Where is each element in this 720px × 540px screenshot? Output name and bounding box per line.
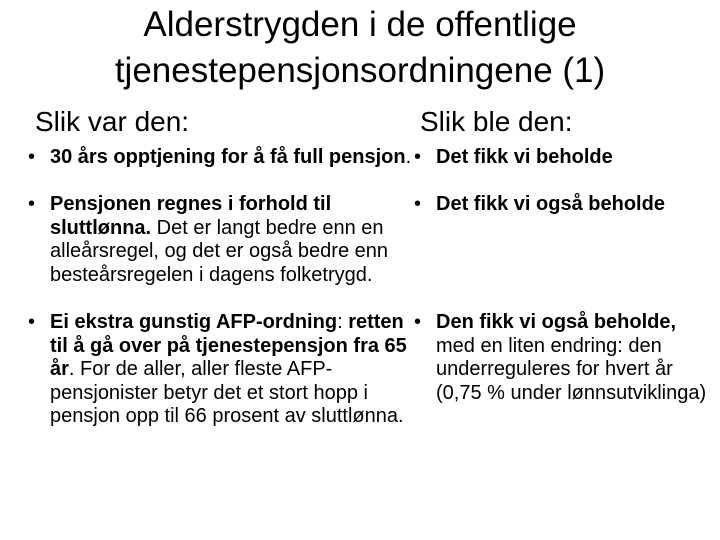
item-bold-text: retten til å gå over på tjenestepensjon fra 65 år <box>50 311 407 380</box>
bullet-icon: • <box>28 311 36 333</box>
slide-title <box>0 2 720 94</box>
bullet-icon: • <box>28 193 36 215</box>
right-column <box>414 146 714 405</box>
left-column-heading: Slik var den: <box>35 106 190 137</box>
bullet-icon: • <box>414 193 422 215</box>
item-text: . For de aller, aller fleste AFP-pensjonister betyr det et stort hopp i pensjon opp til 66 prosent av sluttlønna. <box>50 358 404 427</box>
bullet-icon: • <box>414 146 422 168</box>
item-bold-text: 30 års opptjening for å få full pensjon <box>50 146 406 168</box>
item-text: med en liten endring: den underreguleres for hvert år (0,75 % under lønnsutviklinga) <box>436 334 707 404</box>
right-bullet-item <box>414 146 714 193</box>
bullet-icon: • <box>414 311 422 333</box>
left-bullet-item <box>28 193 420 311</box>
bullet-icon: • <box>28 146 36 168</box>
title-line-1: Alderstrygden i de offentlige <box>143 5 577 44</box>
item-text: : <box>337 311 349 333</box>
right-column-heading: Slik ble den: <box>420 106 573 137</box>
right-bullet-item <box>414 193 714 311</box>
left-column <box>28 146 420 429</box>
title-line-2: tjenestepensjonsordningene (1) <box>114 51 606 90</box>
item-bold-text: Det fikk vi også beholde <box>436 193 665 215</box>
item-text: . <box>405 146 412 168</box>
right-bullet-item <box>414 311 714 405</box>
item-bold-text: Det fikk vi beholde <box>436 146 613 168</box>
left-bullet-item <box>28 311 420 429</box>
item-bold-text: Ei ekstra gunstig AFP-ordning <box>50 311 338 333</box>
item-bold-text: Pensjonen regnes i forhold til sluttlønna. <box>50 193 332 239</box>
left-bullet-item <box>28 146 420 193</box>
item-text: Det er langt bedre enn en alleårsregel, og det er også bedre enn besteårsregelen i dagens folketrygd. <box>50 216 389 286</box>
item-bold-text: Den fikk vi også beholde, <box>436 311 677 333</box>
